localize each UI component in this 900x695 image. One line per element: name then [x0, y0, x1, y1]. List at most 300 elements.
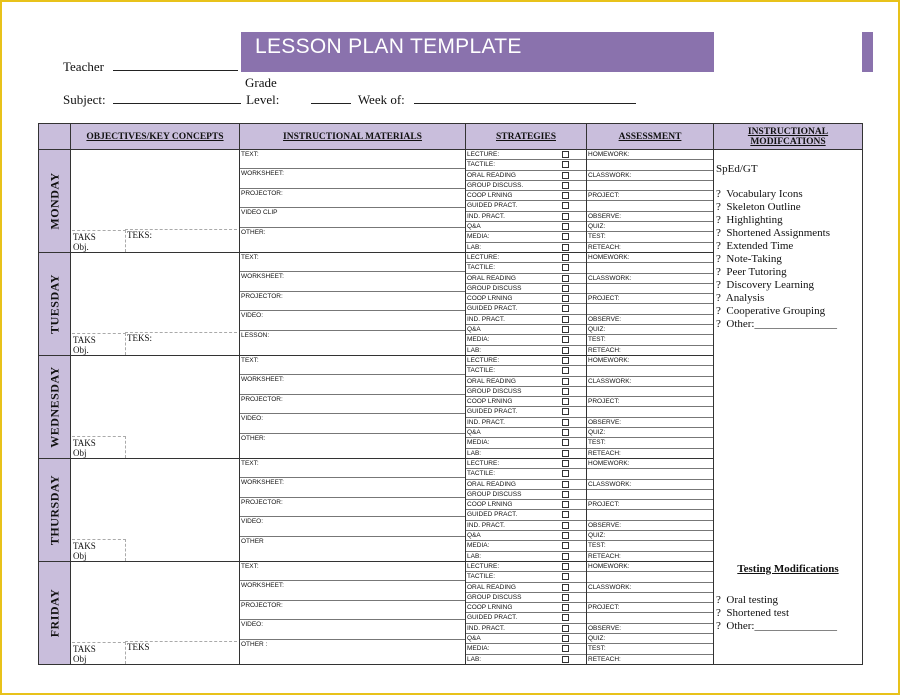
assessment-field[interactable]: QUIZ:	[587, 325, 713, 335]
strategy-item[interactable]	[466, 356, 586, 366]
checkbox[interactable]	[562, 408, 569, 415]
strategy-label: ORAL READING	[467, 377, 516, 385]
checkbox[interactable]	[562, 450, 569, 457]
day-name: MONDAY	[47, 172, 61, 230]
strategy-item[interactable]	[466, 582, 586, 592]
assessment-field[interactable]	[587, 572, 713, 582]
strategy-item[interactable]	[466, 500, 586, 510]
checkbox[interactable]	[562, 202, 569, 209]
lesson-plan-table	[38, 123, 863, 665]
assessment-field[interactable]	[587, 592, 713, 602]
teacher-input-line[interactable]	[113, 58, 238, 71]
assessment-field[interactable]: TEST:	[587, 644, 713, 654]
assessment-field[interactable]: CLASSWORK:	[587, 582, 713, 592]
level-input-line[interactable]	[311, 91, 351, 104]
strategy-item[interactable]	[466, 335, 586, 345]
assessment-field[interactable]	[587, 366, 713, 376]
assessment-field[interactable]: TEST:	[587, 232, 713, 242]
strategy-item[interactable]	[466, 325, 586, 335]
assessment-field[interactable]: OBSERVE:	[587, 623, 713, 633]
assessment-field[interactable]: PROJECT:	[587, 500, 713, 510]
strategy-label: ORAL READING	[467, 274, 516, 282]
material-field[interactable]: PROJECTOR:	[240, 291, 465, 310]
strategy-item[interactable]	[466, 428, 586, 438]
modification-label: Vocabulary Icons	[726, 188, 803, 200]
assessment-field[interactable]: CLASSWORK:	[587, 376, 713, 386]
checkbox[interactable]	[562, 367, 569, 374]
testing-item[interactable]	[716, 607, 860, 620]
material-field[interactable]: OTHER:	[241, 228, 266, 236]
strategy-label: Q&A	[467, 326, 481, 334]
assessment-field[interactable]: TEST:	[587, 438, 713, 448]
material-field[interactable]: TEXT:	[240, 253, 465, 272]
assessment-field[interactable]	[587, 489, 713, 499]
modification-label: Note-Taking	[726, 253, 782, 265]
objectives-cell[interactable]	[71, 562, 240, 665]
checkbox[interactable]	[562, 584, 569, 591]
teacher-label: Teacher	[63, 59, 104, 74]
strategy-item[interactable]	[466, 551, 586, 561]
strategy-item[interactable]	[466, 469, 586, 479]
checkbox[interactable]	[562, 151, 569, 158]
checkbox[interactable]	[562, 532, 569, 539]
header-row	[39, 124, 863, 150]
checkbox[interactable]	[562, 501, 569, 508]
strategy-item[interactable]	[466, 592, 586, 602]
day-name: FRIDAY	[47, 588, 61, 638]
strategy-label: TACTILE:	[467, 264, 496, 272]
assessment-field[interactable]	[587, 386, 713, 396]
strategy-item[interactable]	[466, 150, 586, 160]
strategy-item[interactable]	[466, 222, 586, 232]
strategy-item[interactable]	[466, 520, 586, 530]
modifications-cell	[714, 150, 863, 665]
teacher-field[interactable]	[63, 58, 238, 75]
strategy-item[interactable]	[466, 459, 586, 469]
assessment-field[interactable]	[587, 469, 713, 479]
strategy-label: TACTILE:	[467, 470, 496, 478]
teks-label: TEKS:	[125, 229, 237, 240]
checkbox[interactable]	[562, 213, 569, 220]
material-field[interactable]: TEXT:	[240, 459, 465, 478]
strategy-label: COOP LRNING	[467, 192, 513, 200]
assessment-field[interactable]: HOMEWORK:	[587, 562, 713, 572]
strategy-label: COOP LRNING	[467, 398, 513, 406]
strategy-label: IND. PRACT.	[467, 521, 505, 529]
strategy-label: ORAL READING	[467, 171, 516, 179]
strategy-label: TACTILE:	[467, 367, 496, 375]
assessment-cell	[587, 459, 714, 562]
checkbox[interactable]	[562, 594, 569, 601]
day-name: TUESDAY	[47, 274, 61, 334]
objectives-cell[interactable]	[71, 459, 240, 562]
material-field[interactable]: LESSON:	[241, 331, 270, 339]
testing-item[interactable]	[716, 620, 860, 633]
strategy-label: MEDIA:	[467, 233, 490, 241]
modification-label: Highlighting	[726, 214, 783, 226]
assessment-field[interactable]: PROJECT:	[587, 294, 713, 304]
taks-label: TAKS	[73, 438, 96, 448]
modification-label: Shortened Assignments	[726, 227, 830, 239]
subject-field[interactable]	[63, 91, 636, 108]
checkbox[interactable]	[562, 254, 569, 261]
material-field[interactable]: VIDEO:	[240, 414, 465, 433]
col-materials: INSTRUCTIONAL MATERIALS	[240, 124, 466, 150]
checkbox[interactable]	[562, 182, 569, 189]
strategy-item[interactable]	[466, 180, 586, 190]
strategy-label: COOP LRNING	[467, 604, 513, 612]
day-label	[39, 562, 71, 665]
assessment-field[interactable]: RETEACH:	[588, 243, 621, 251]
col-strategies: STRATEGIES	[466, 124, 587, 150]
strategy-item[interactable]	[466, 283, 586, 293]
level-label: Level:	[246, 92, 280, 107]
day-label	[39, 253, 71, 356]
taks-label: TAKS	[73, 232, 96, 242]
modification-item[interactable]	[716, 214, 860, 227]
checkbox[interactable]	[562, 398, 569, 405]
obj-label: Obj	[73, 551, 87, 561]
assessment-field[interactable]: HOMEWORK:	[587, 253, 713, 263]
checkbox[interactable]	[562, 326, 569, 333]
assessment-field[interactable]	[587, 613, 713, 623]
material-field[interactable]: WORKSHEET:	[240, 581, 465, 600]
strategy-item[interactable]	[466, 510, 586, 520]
strategy-item[interactable]	[466, 572, 586, 582]
strategy-item[interactable]	[466, 242, 586, 252]
grade-label: Grade	[245, 75, 277, 90]
strategy-label: LAB:	[467, 552, 482, 560]
checkbox[interactable]	[562, 161, 569, 168]
strategy-label: GUIDED PRACT.	[467, 614, 518, 622]
strategy-item[interactable]	[466, 654, 586, 664]
objectives-cell[interactable]	[71, 150, 240, 253]
strategy-label: IND. PRACT.	[467, 212, 505, 220]
strategy-label: GROUP DISCUSS	[467, 387, 522, 395]
checkbox[interactable]	[562, 491, 569, 498]
modification-item[interactable]	[716, 305, 860, 318]
checkbox[interactable]	[562, 460, 569, 467]
assessment-field[interactable]: TEST:	[587, 335, 713, 345]
modification-label: Cooperative Grouping	[726, 305, 826, 317]
assessment-field[interactable]: PROJECT:	[587, 191, 713, 201]
assessment-field[interactable]	[587, 180, 713, 190]
testing-label: Oral testing	[726, 594, 779, 606]
taks-box[interactable]	[72, 539, 126, 561]
materials-cell	[240, 150, 466, 253]
material-field[interactable]: WORKSHEET:	[240, 375, 465, 394]
material-field[interactable]: WORKSHEET:	[240, 169, 465, 188]
assessment-field[interactable]	[587, 160, 713, 170]
strategy-item[interactable]	[466, 314, 586, 324]
checkbox[interactable]	[562, 357, 569, 364]
strategy-item[interactable]	[466, 170, 586, 180]
strategy-item[interactable]	[466, 448, 586, 458]
strategies-cell	[466, 356, 587, 459]
strategy-item[interactable]	[466, 623, 586, 633]
strategy-item[interactable]	[466, 160, 586, 170]
checkbox[interactable]	[562, 656, 569, 663]
strategy-label: GUIDED PRACT.	[467, 511, 518, 519]
modification-item[interactable]	[716, 279, 860, 292]
modification-item[interactable]	[716, 292, 860, 305]
taks-box[interactable]	[72, 642, 126, 664]
strategy-item[interactable]	[466, 201, 586, 211]
strategy-item[interactable]	[466, 263, 586, 273]
checkbox[interactable]	[562, 233, 569, 240]
checkbox[interactable]	[562, 388, 569, 395]
assessment-field[interactable]	[587, 283, 713, 293]
bullet-glyph: ?	[716, 305, 721, 317]
taks-box[interactable]	[72, 333, 126, 355]
checkbox[interactable]	[562, 522, 569, 529]
assessment-field[interactable]: QUIZ:	[587, 428, 713, 438]
corner-accent	[862, 32, 873, 72]
bullet-glyph: ?	[716, 227, 721, 239]
checkbox[interactable]	[562, 347, 569, 354]
strategy-item[interactable]	[466, 541, 586, 551]
strategy-item[interactable]	[466, 211, 586, 221]
strategy-item[interactable]	[466, 386, 586, 396]
checkbox[interactable]	[562, 573, 569, 580]
modification-item[interactable]	[716, 253, 860, 266]
checkbox[interactable]	[562, 614, 569, 621]
strategy-item[interactable]	[466, 489, 586, 499]
strategy-item[interactable]	[466, 603, 586, 613]
checkbox[interactable]	[562, 645, 569, 652]
assessment-cell	[587, 562, 714, 665]
material-field[interactable]: TEXT:	[240, 562, 465, 581]
material-field[interactable]: VIDEO:	[240, 311, 465, 330]
checkbox[interactable]	[562, 223, 569, 230]
strategy-item[interactable]	[466, 479, 586, 489]
strategy-item[interactable]	[466, 273, 586, 283]
checkbox[interactable]	[562, 285, 569, 292]
strategy-label: TACTILE:	[467, 161, 496, 169]
assessment-field[interactable]: RETEACH:	[588, 346, 621, 354]
checkbox[interactable]	[562, 172, 569, 179]
material-field[interactable]: TEXT:	[240, 150, 465, 169]
bullet-glyph: ?	[716, 240, 721, 252]
obj-label: Obj	[73, 654, 87, 664]
assessment-field[interactable]	[587, 304, 713, 314]
day-label	[39, 356, 71, 459]
objectives-cell[interactable]	[71, 253, 240, 356]
assessment-field[interactable]: TEST:	[587, 541, 713, 551]
day-name: WEDNESDAY	[47, 366, 61, 448]
modification-item[interactable]	[716, 188, 860, 201]
strategy-item[interactable]	[466, 417, 586, 427]
assessment-field[interactable]: CLASSWORK:	[587, 273, 713, 283]
strategy-item[interactable]	[466, 345, 586, 355]
col-modifications: INSTRUCTIONAL MODIFCATIONS	[714, 124, 863, 150]
checkbox[interactable]	[562, 295, 569, 302]
checkbox[interactable]	[562, 378, 569, 385]
testing-label: Shortened test	[726, 607, 790, 619]
material-field[interactable]: OTHER:	[241, 434, 266, 442]
strategy-item[interactable]	[466, 613, 586, 623]
modification-label: Discovery Learning	[726, 279, 815, 291]
assessment-field[interactable]: OBSERVE:	[587, 520, 713, 530]
objectives-cell[interactable]	[71, 356, 240, 459]
strategy-item[interactable]	[466, 304, 586, 314]
modification-item[interactable]	[716, 201, 860, 214]
strategy-item[interactable]	[466, 253, 586, 263]
assessment-field[interactable]: OBSERVE:	[587, 314, 713, 324]
assessment-field[interactable]	[587, 263, 713, 273]
bullet-glyph: ?	[716, 318, 721, 330]
strategy-label: GROUP DISCUSS	[467, 284, 522, 292]
day-row-monday	[39, 150, 863, 253]
testing-label: Other:_______________	[726, 620, 837, 632]
assessment-field[interactable]	[587, 510, 713, 520]
material-field[interactable]: OTHER :	[241, 640, 268, 648]
assessment-field[interactable]: HOMEWORK:	[587, 459, 713, 469]
strategy-item[interactable]	[466, 191, 586, 201]
taks-label: TAKS	[73, 541, 96, 551]
strategy-label: LAB:	[467, 346, 482, 354]
checkbox[interactable]	[562, 553, 569, 560]
col-assessment: ASSESSMENT	[587, 124, 714, 150]
day-name: THURSDAY	[47, 474, 61, 546]
assessment-cell	[587, 150, 714, 253]
strategy-label: Q&A	[467, 635, 481, 643]
material-field[interactable]: PROJECTOR:	[240, 188, 465, 207]
bullet-glyph: ?	[716, 253, 721, 265]
taks-box[interactable]	[72, 436, 126, 458]
checkbox[interactable]	[562, 275, 569, 282]
testing-item[interactable]	[716, 594, 860, 607]
assessment-field[interactable]: OBSERVE:	[587, 211, 713, 221]
assessment-field[interactable]: CLASSWORK:	[587, 479, 713, 489]
assessment-field[interactable]: RETEACH:	[588, 449, 621, 457]
modification-item[interactable]	[716, 318, 860, 331]
materials-cell	[240, 356, 466, 459]
modification-label: Extended Time	[726, 240, 794, 252]
testing-modifications-heading: Testing Modifications	[737, 563, 839, 575]
strategy-item[interactable]	[466, 634, 586, 644]
obj-label: Obj	[73, 448, 87, 458]
assessment-field[interactable]: PROJECT:	[587, 603, 713, 613]
strategy-label: ORAL READING	[467, 583, 516, 591]
week-input-line[interactable]	[414, 91, 636, 104]
checkbox[interactable]	[562, 542, 569, 549]
strategy-label: Q&A	[467, 223, 481, 231]
strategy-item[interactable]	[466, 407, 586, 417]
material-field[interactable]: OTHER	[241, 537, 264, 545]
checkbox[interactable]	[562, 244, 569, 251]
assessment-field[interactable]: QUIZ:	[587, 531, 713, 541]
teks-label: TEKS	[125, 641, 237, 652]
modification-label: Other:_______________	[726, 318, 837, 330]
taks-box[interactable]	[72, 230, 126, 252]
strategy-item[interactable]	[466, 644, 586, 654]
checkbox[interactable]	[562, 192, 569, 199]
assessment-field[interactable]	[587, 201, 713, 211]
taks-label: TAKS	[73, 335, 96, 345]
modification-label: Analysis	[725, 292, 765, 304]
assessment-field[interactable]: OBSERVE:	[587, 417, 713, 427]
page-title: LESSON PLAN TEMPLATE	[241, 32, 714, 72]
assessment-field[interactable]: HOMEWORK:	[587, 150, 713, 160]
assessment-field[interactable]: QUIZ:	[587, 222, 713, 232]
checkbox[interactable]	[562, 470, 569, 477]
checkbox[interactable]	[562, 481, 569, 488]
material-field[interactable]: VIDEO CLIP	[240, 208, 465, 227]
strategy-label: GUIDED PRACT.	[467, 408, 518, 416]
checkbox[interactable]	[562, 604, 569, 611]
strategy-item[interactable]	[466, 294, 586, 304]
assessment-field[interactable]: CLASSWORK:	[587, 170, 713, 180]
material-field[interactable]: VIDEO:	[240, 517, 465, 536]
strategy-item[interactable]	[466, 232, 586, 242]
strategy-item[interactable]	[466, 397, 586, 407]
strategy-item[interactable]	[466, 562, 586, 572]
strategy-label: ORAL READING	[467, 480, 516, 488]
checkbox[interactable]	[562, 305, 569, 312]
assessment-cell	[587, 253, 714, 356]
bullet-glyph: ?	[716, 266, 721, 278]
modification-item[interactable]	[716, 240, 860, 253]
obj-label: Obj.	[73, 345, 89, 355]
checkbox[interactable]	[562, 635, 569, 642]
checkbox[interactable]	[562, 419, 569, 426]
assessment-field[interactable]: HOMEWORK:	[587, 356, 713, 366]
materials-cell	[240, 562, 466, 665]
strategy-label: COOP LRNING	[467, 501, 513, 509]
checkbox[interactable]	[562, 625, 569, 632]
strategy-label: LECTURE:	[467, 151, 500, 158]
modification-item[interactable]	[716, 266, 860, 279]
strategy-label: GUIDED PRACT.	[467, 202, 518, 210]
subject-input-line[interactable]	[113, 91, 241, 104]
strategy-item[interactable]	[466, 366, 586, 376]
assessment-field[interactable]	[587, 407, 713, 417]
strategy-item[interactable]	[466, 531, 586, 541]
material-field[interactable]: PROJECTOR:	[240, 600, 465, 619]
strategy-label: LAB:	[467, 655, 482, 663]
strategy-item[interactable]	[466, 438, 586, 448]
assessment-field[interactable]: PROJECT:	[587, 397, 713, 407]
material-field[interactable]: WORKSHEET:	[240, 272, 465, 291]
checkbox[interactable]	[562, 511, 569, 518]
checkbox[interactable]	[562, 316, 569, 323]
assessment-field[interactable]: RETEACH:	[588, 655, 621, 663]
checkbox[interactable]	[562, 429, 569, 436]
strategy-label: LECTURE:	[467, 460, 500, 467]
strategy-label: LECTURE:	[467, 254, 500, 261]
material-field[interactable]: PROJECTOR:	[240, 394, 465, 413]
strategy-label: GROUP DISCUSS.	[467, 181, 524, 189]
assessment-field[interactable]: RETEACH:	[588, 552, 621, 560]
assessment-field[interactable]: QUIZ:	[587, 634, 713, 644]
strategy-label: MEDIA:	[467, 336, 490, 344]
bullet-glyph: ?	[716, 607, 721, 619]
strategy-item[interactable]	[466, 376, 586, 386]
material-field[interactable]: TEXT:	[240, 356, 465, 375]
material-field[interactable]: PROJECTOR:	[240, 497, 465, 516]
materials-cell	[240, 253, 466, 356]
material-field[interactable]: WORKSHEET:	[240, 478, 465, 497]
material-field[interactable]: VIDEO:	[240, 620, 465, 639]
checkbox[interactable]	[562, 439, 569, 446]
modification-item[interactable]	[716, 227, 860, 240]
strategy-label: MEDIA:	[467, 645, 490, 653]
strategy-label: MEDIA:	[467, 542, 490, 550]
checkbox[interactable]	[562, 264, 569, 271]
checkbox[interactable]	[562, 563, 569, 570]
checkbox[interactable]	[562, 336, 569, 343]
